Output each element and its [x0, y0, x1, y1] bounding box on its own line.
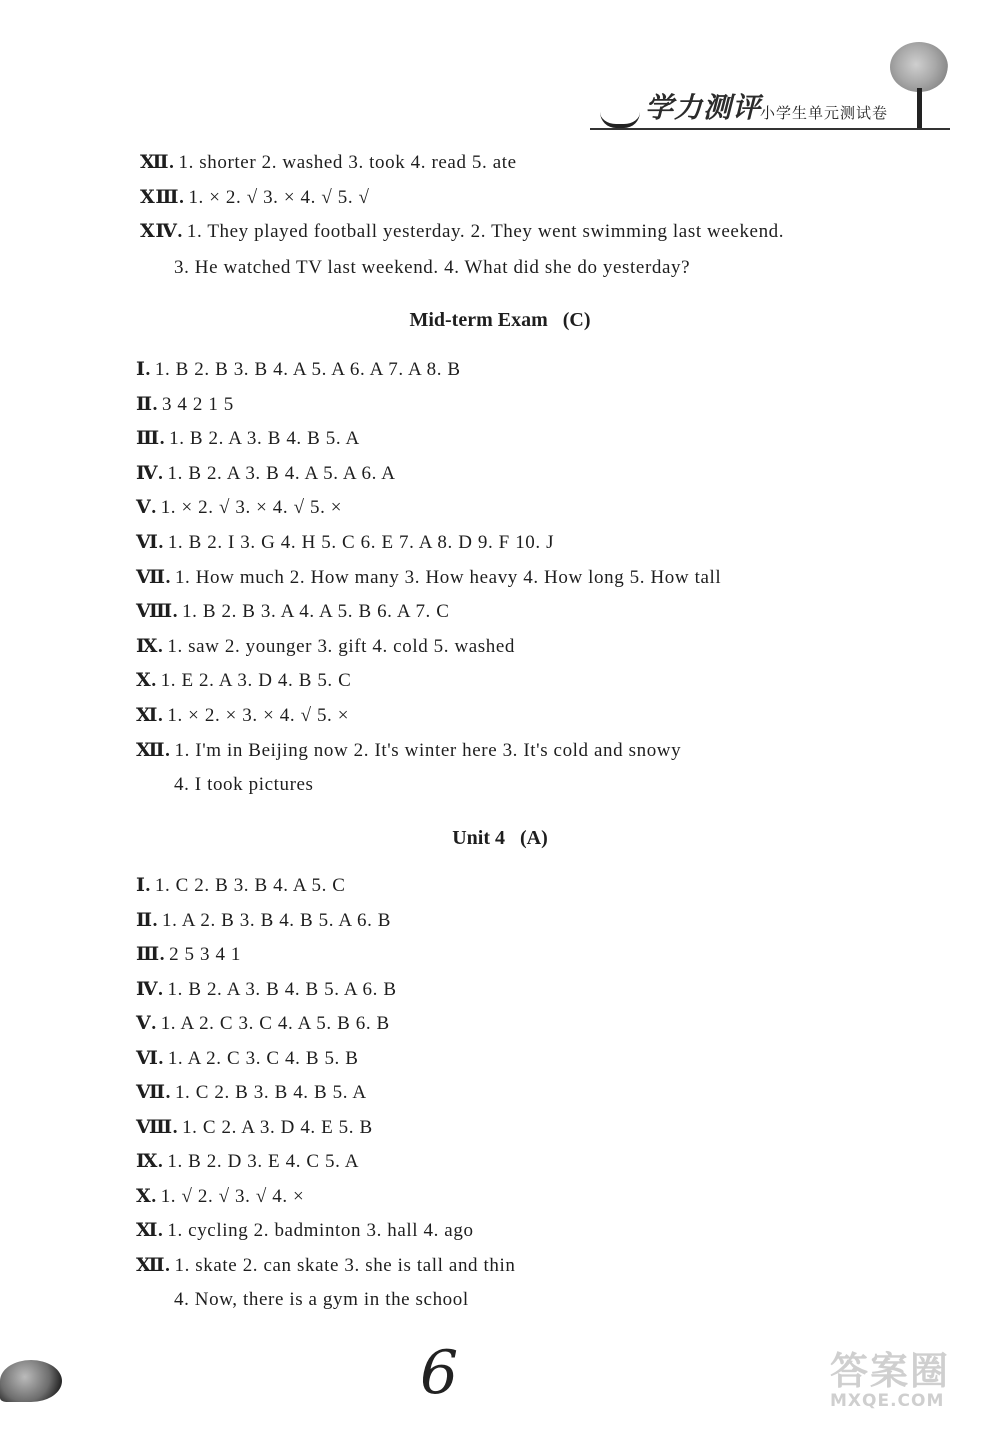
answer-text: 1. E 2. A 3. D 4. B 5. C: [160, 670, 352, 692]
answer-line: [136, 667, 351, 695]
answer-line: [136, 907, 391, 935]
question-number: Ⅶ.: [136, 1082, 171, 1103]
answer-text: 2 5 3 4 1: [169, 944, 241, 965]
answer-text: 1. C 2. A 3. D 4. E 5. B: [182, 1116, 373, 1138]
answer-line-continued: 3. He watched TV last weekend. 4. What did she do yesterday?: [174, 257, 691, 278]
question-number: Ⅱ.: [136, 909, 158, 931]
question-number: Ⅴ.: [136, 1013, 157, 1034]
answer-line: [136, 391, 234, 419]
answer-text: 1. × 2. √ 3. × 4. √ 5. ×: [160, 497, 343, 519]
answer-line: [136, 1079, 367, 1107]
answer-text: 1. B 2. A 3. B 4. B 5. A 6. B: [167, 978, 397, 1000]
leaf-decoration-icon: [0, 1360, 62, 1402]
answer-line: [136, 737, 681, 765]
watermark-text: 答案圈: [830, 1349, 951, 1393]
answer-line: [136, 633, 515, 661]
answer-text: 1. B 2. B 3. B 4. A 5. A 6. A 7. A 8. B: [154, 359, 461, 380]
answer-text: 1. skate 2. can skate 3. she is tall and thin: [174, 1254, 516, 1276]
answer-text: 1. C 2. B 3. B 4. A 5. C: [154, 875, 346, 896]
answer-line: [136, 1252, 515, 1280]
answer-text: 1. saw 2. younger 3. gift 4. cold 5. washed: [167, 635, 516, 657]
answer-text: 1. A 2. B 3. B 4. B 5. A 6. B: [161, 909, 392, 931]
answer-text: 1. B 2. I 3. G 4. H 5. C 6. E 7. A 8. D 9. F 10. J: [167, 532, 555, 553]
question-number: Ⅷ.: [136, 601, 179, 623]
answer-line: [136, 1148, 359, 1176]
question-number: Ⅸ.: [136, 1151, 164, 1172]
question-number: Ⅲ.: [136, 428, 166, 450]
question-number: Ⅻ.: [136, 1254, 171, 1276]
answer-line-continued: [170, 771, 314, 799]
watermark: [830, 1340, 950, 1411]
answer-text: 1. B 2. B 3. A 4. A 5. B 6. A 7. C: [182, 601, 450, 623]
question-number: Ⅻ.: [136, 739, 171, 761]
answer-line: [136, 1217, 474, 1245]
answer-line: [136, 1183, 304, 1211]
section-title-unit4: Unit 4 (A): [452, 827, 548, 849]
answer-text: 3 4 2 1 5: [161, 393, 234, 415]
answer-line: [136, 598, 450, 626]
question-number: Ⅷ.: [136, 1116, 179, 1138]
question-number: Ⅵ.: [136, 532, 164, 553]
answer-text: 1. A 2. C 3. C 4. A 5. B 6. B: [160, 1013, 390, 1034]
answer-line: [136, 976, 397, 1004]
question-number: Ⅴ.: [136, 497, 157, 519]
tree-trunk: [917, 88, 922, 130]
question-number: Ⅱ.: [136, 393, 158, 415]
answer-text: 1. A 2. C 3. C 4. B 5. B: [167, 1047, 359, 1069]
brand-logo: 学力测评: [645, 91, 762, 124]
answer-line: Ⅻ. 1. shorter 2. washed 3. took 4. read 5. ate: [140, 152, 517, 173]
answer-line: ⅩⅣ. 1. They played football yesterday. 2. They went swimming last weekend.: [140, 221, 785, 242]
answer-text: 1. C 2. B 3. B 4. B 5. A: [174, 1082, 367, 1103]
answer-text: 1. × 2. × 3. × 4. √ 5. ×: [167, 705, 350, 726]
watermark-url: MXQE.COM: [830, 1391, 945, 1411]
answer-line: [136, 460, 396, 488]
question-number: Ⅳ.: [136, 978, 164, 1000]
question-number: Ⅵ.: [136, 1047, 164, 1069]
question-number: Ⅶ.: [136, 566, 171, 588]
question-number: Ⅹ.: [136, 1185, 157, 1207]
answer-line: [136, 1045, 359, 1073]
answer-text: 1. √ 2. √ 3. √ 4. ×: [160, 1185, 305, 1207]
answer-text: 4. I took pictures: [174, 774, 314, 796]
question-number: Ⅺ.: [136, 705, 164, 726]
answer-text: 1. How much 2. How many 3. How heavy 4. How long 5. How tall: [174, 566, 722, 588]
question-number: Ⅸ.: [136, 635, 164, 657]
brand-subtitle: 小学生单元测试卷: [760, 104, 889, 122]
answer-text: 1. I'm in Beijing now 2. It's winter here 3. It's cold and snowy: [174, 739, 682, 761]
answer-line: [136, 941, 241, 969]
answer-line: [136, 1010, 390, 1038]
header-rule: [590, 128, 950, 130]
answer-line: [136, 425, 360, 453]
answer-line-continued: [170, 1286, 469, 1314]
tree-icon: [890, 42, 948, 92]
question-number: Ⅲ.: [136, 944, 166, 965]
header-banner: [590, 40, 960, 140]
question-number: Ⅹ.: [136, 670, 157, 692]
question-number: Ⅰ.: [136, 359, 151, 380]
answer-line: [136, 564, 721, 592]
answer-line: [136, 529, 554, 557]
answer-text: 1. B 2. A 3. B 4. B 5. A: [169, 428, 360, 450]
bird-icon: [600, 112, 640, 128]
question-number: Ⅳ.: [136, 462, 164, 484]
answer-text: 1. B 2. D 3. E 4. C 5. A: [167, 1151, 360, 1172]
answer-line: [136, 702, 349, 730]
answer-line: [136, 872, 346, 900]
question-number: Ⅺ.: [136, 1220, 164, 1241]
answer-text: 1. cycling 2. badminton 3. hall 4. ago: [167, 1220, 474, 1241]
section-title-midterm: Mid-term Exam (C): [409, 309, 591, 331]
answer-text: 1. B 2. A 3. B 4. A 5. A 6. A: [167, 462, 396, 484]
answer-line: [136, 356, 461, 384]
question-number: Ⅰ.: [136, 875, 151, 896]
page-number: 6: [420, 1338, 459, 1408]
answer-line: ⅩⅢ. 1. × 2. √ 3. × 4. √ 5. √: [140, 187, 370, 208]
answer-line: [136, 494, 342, 522]
answer-line: [136, 1114, 373, 1142]
answer-text: 4. Now, there is a gym in the school: [174, 1289, 469, 1310]
